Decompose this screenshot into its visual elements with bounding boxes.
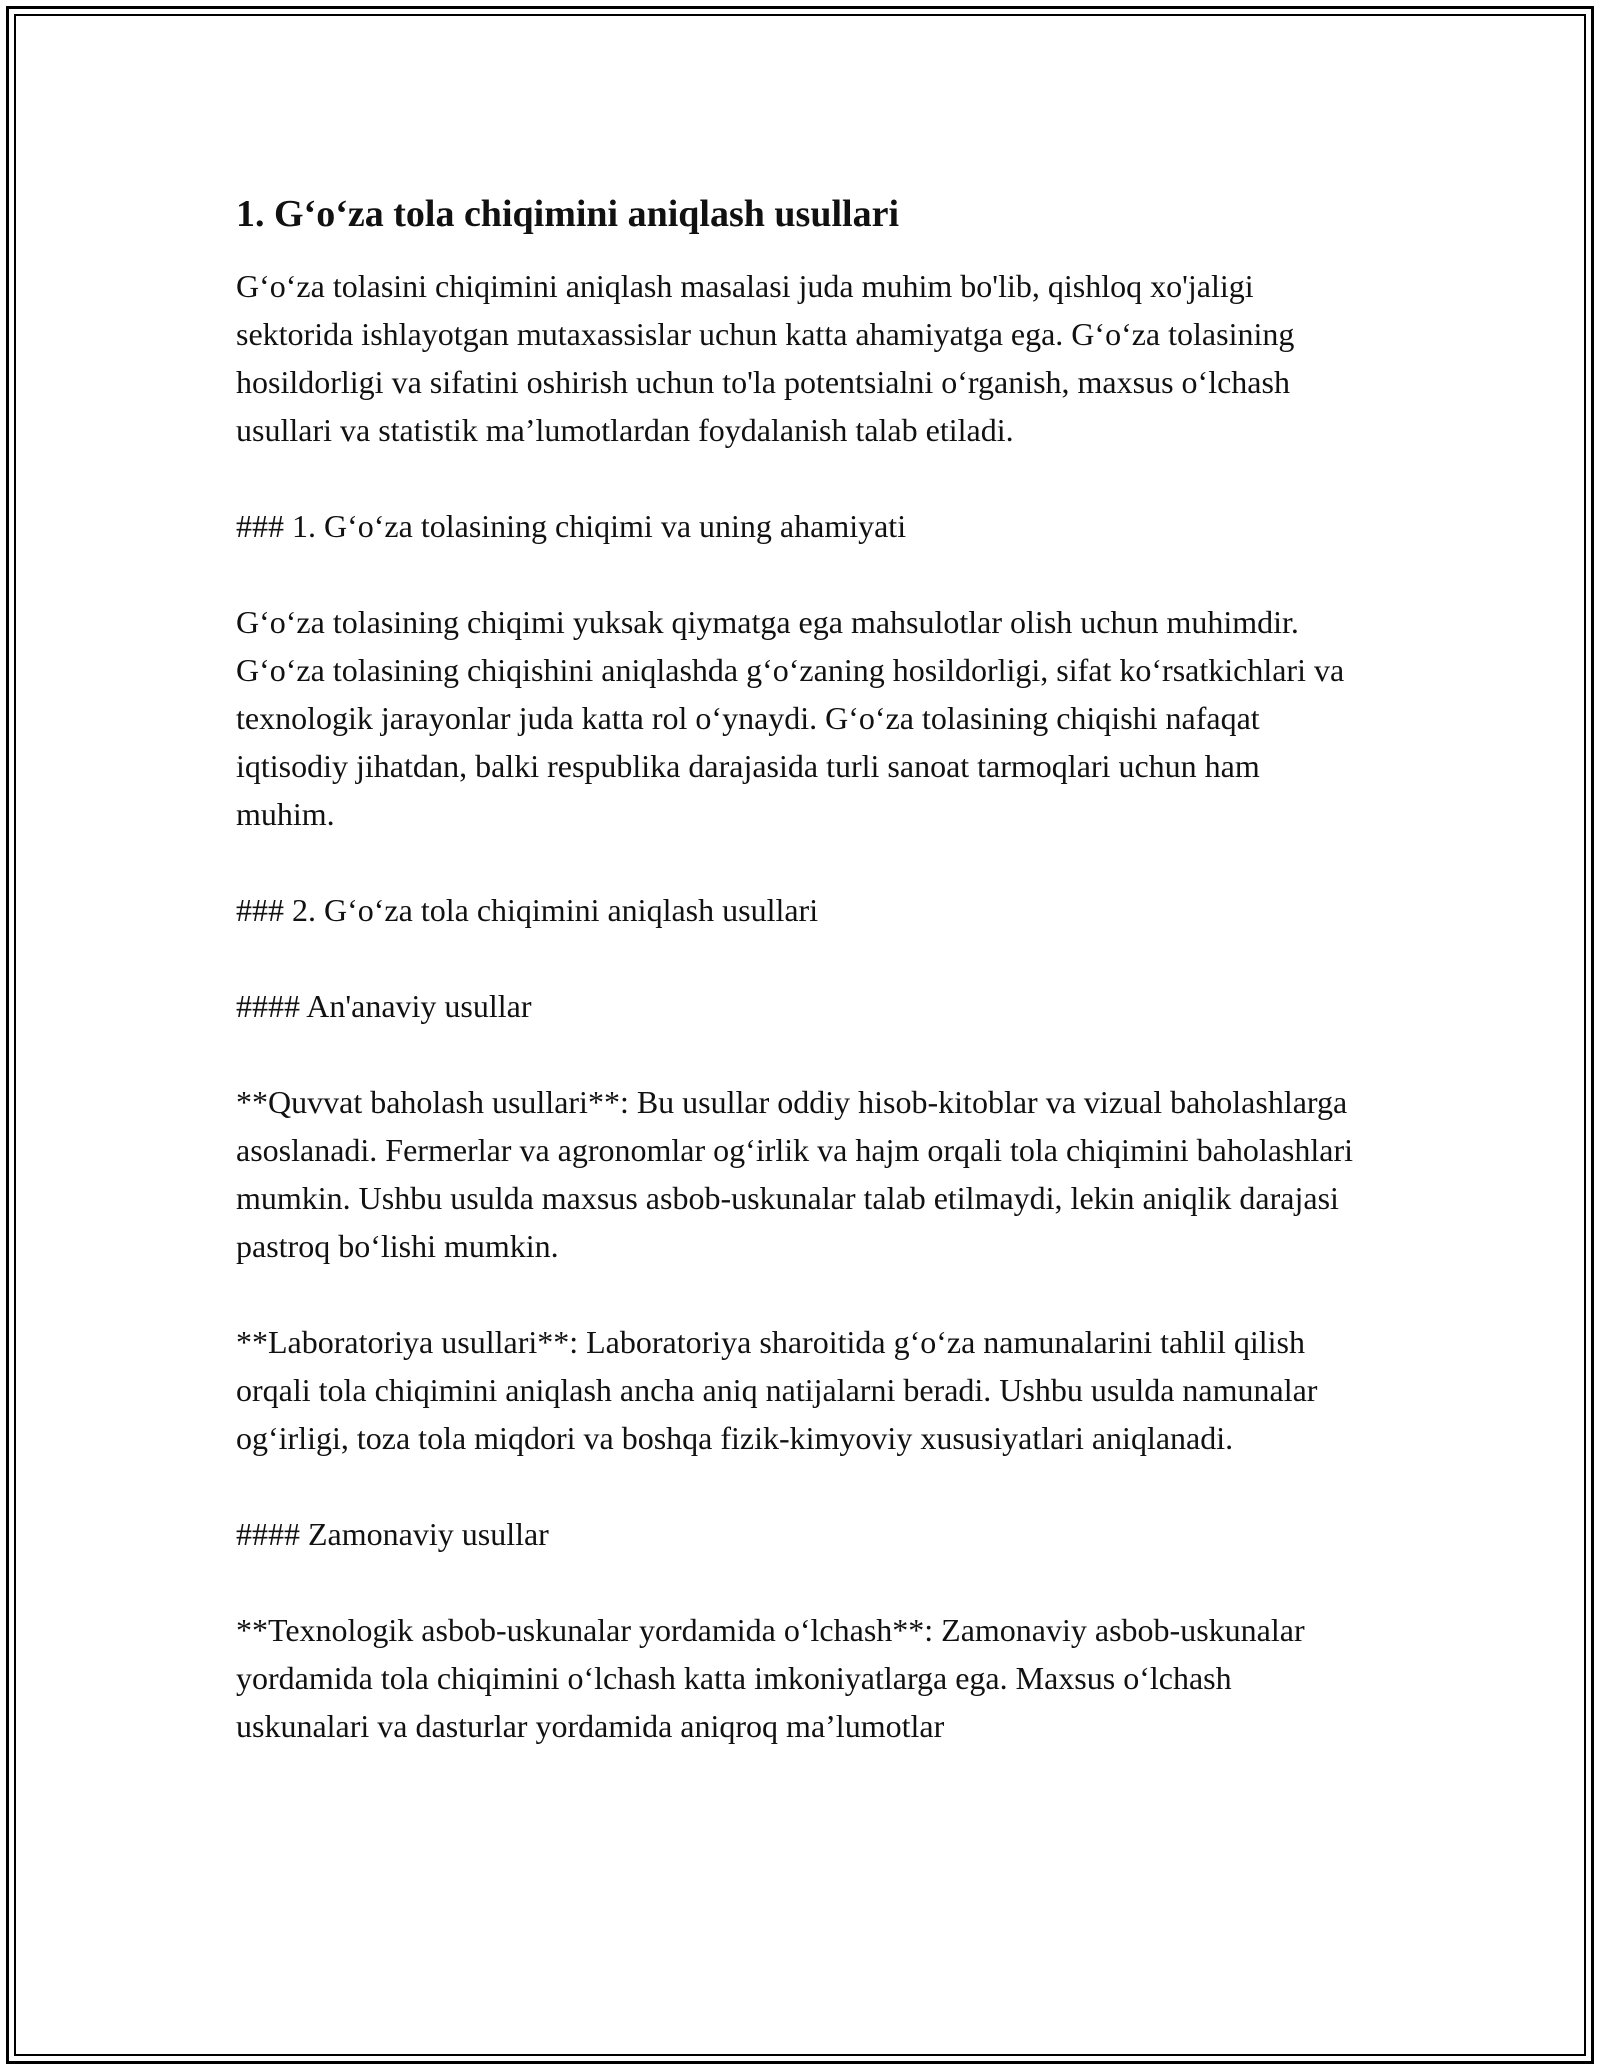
document-title: 1. G‘o‘za tola chiqimini aniqlash usullari [236,193,899,235]
document-body [236,186,1356,1798]
subsection-heading-modern: #### Zamonaviy usullar [236,1516,549,1552]
section-heading-2: ### 2. G‘o‘za tola chiqimini aniqlash usullari [236,892,819,928]
traditional-method-paragraph-1: **Quvvat baholash usullari**: Bu usullar oddiy hisob-kitoblar va vizual baholashlarga asoslanadi. Fermerlar va agronomlar og‘irlik va hajm orqali tola chiqimini baholashlari mumkin. Ushbu usulda maxsus asbob-uskunalar talab etilmaydi, lekin aniqlik darajasi pastroq bo‘lishi mumkin. [236,1084,1353,1264]
section-1-paragraph: G‘o‘za tolasining chiqimi yuksak qiymatga ega mahsulotlar olish uchun muhimdir. G‘o‘za tolasining chiqishini aniqlashda g‘o‘zaning hosildorligi, sifat ko‘rsatkichlari va texnologik jarayonlar juda katta rol o‘ynaydi. G‘o‘za tolasining chiqishi nafaqat iqtisodiy jihatdan, balki respublika darajasida turli sanoat tarmoqlari uchun ham muhim. [236,604,1345,832]
modern-method-paragraph-1: **Texnologik asbob-uskunalar yordamida o‘lchash**: Zamonaviy asbob-uskunalar yordamida tola chiqimini o‘lchash katta imkoniyatlarga ega. Maxsus o‘lchash uskunalari va dasturlar yordamida aniqroq ma’lumotlar [236,1612,1305,1744]
subsection-heading-traditional: #### An'anaviy usullar [236,988,532,1024]
section-heading-1: ### 1. G‘o‘za tolasining chiqimi va uning ahamiyati [236,508,907,544]
traditional-method-paragraph-2: **Laboratoriya usullari**: Laboratoriya sharoitida g‘o‘za namunalarini tahlil qilish orqali tola chiqimini aniqlash ancha aniq natijalarni beradi. Ushbu usulda namunalar og‘irligi, toza tola miqdori va boshqa fizik-kimyoviy xususiyatlari aniqlanadi. [236,1324,1318,1456]
intro-paragraph: G‘o‘za tolasini chiqimini aniqlash masalasi juda muhim bo'lib, qishloq xo'jaligi sektorida ishlayotgan mutaxassislar uchun katta ahamiyatga ega. G‘o‘za tolasining hosildorligi va sifatini oshirish uchun to'la potentsialni o‘rganish, maxsus o‘lchash usullari va statistik ma’lumotlardan foydalanish talab etiladi. [236,268,1295,448]
